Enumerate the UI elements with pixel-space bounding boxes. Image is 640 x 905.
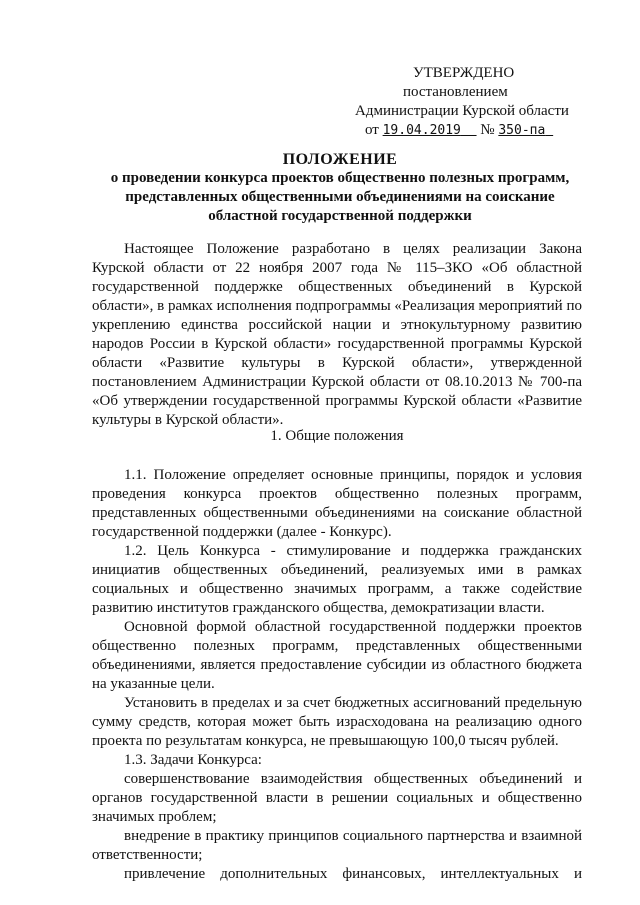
approval-authority: Администрации Курской области	[355, 103, 569, 119]
approval-by: постановлением	[403, 84, 508, 100]
approval-stamp	[355, 64, 595, 140]
section-body	[92, 466, 582, 884]
section-heading: 1. Общие положения	[270, 428, 404, 444]
paragraph-support-form: Основной формой областной государственной поддержки проектов общественно полезных программ, представленных общественными объединениями, является предоставление субсидии из областного бюджета на указанные цели.	[92, 619, 582, 692]
approval-number: 350-па	[498, 123, 546, 138]
intro-paragraph: Настоящее Положение разработано в целях реализации Закона Курской области от 22 ноября 2007 года № 115–ЗКО «Об областной государственной поддержке общественных объединений в Курской области», в рамках исполнения подпрограммы «Реализация мероприятий по укреплению единства российской нации и этнокультурному развитию народов России в Курской области» государственной программы Курской области «Развитие культуры в Курской области», утвержденной постановлением Администрации Курской области от 08.10.2013 № 700-па «Об утверждении государственной программы Курской области «Развитие культуры в Курской области».	[92, 241, 582, 428]
paragraph-1-3: 1.3. Задачи Конкурса:	[124, 752, 262, 768]
task-1: совершенствование взаимодействия общественных объединений и органов государственной власти в решении социальных и общественно значимых проблем;	[92, 771, 582, 825]
document-subtitle: о проведении конкурса проектов общественно полезных программ, представленных общественными объединениями на соискание областной государственной поддержки	[110, 170, 570, 224]
from-label: от	[365, 122, 379, 138]
document-title-block	[95, 150, 585, 226]
intro-section	[92, 240, 582, 430]
number-label: №	[480, 122, 495, 138]
paragraph-limit: Установить в пределах и за счет бюджетных ассигнований предельную сумму средств, которая может быть израсходована на реализацию одного проекта по результатам конкурса, не превышающую 100,0 тысяч рублей.	[92, 695, 582, 749]
paragraph-1-2: 1.2. Цель Конкурса - стимулирование и поддержка гражданских инициатив общественных объединений, реализуемых ими в рамках социальных и общественно значимых программ, а также содействие развитию институтов гражданского общества, демократизации власти.	[92, 543, 582, 616]
document-title: ПОЛОЖЕНИЕ	[282, 151, 398, 168]
approval-date: 19.04.2019	[382, 123, 461, 138]
task-2: внедрение в практику принципов социального партнерства и взаимной ответственности;	[92, 828, 582, 863]
paragraph-1-1: 1.1. Положение определяет основные принципы, порядок и условия проведения конкурса проектов общественно полезных программ, представленных общественными объединениями на соискание областной государственной поддержки (далее - Конкурс).	[92, 467, 582, 540]
task-3: привлечение дополнительных финансовых, интеллектуальных и	[124, 866, 582, 882]
approval-date-number	[355, 121, 595, 140]
approval-title: УТВЕРЖДЕНО	[413, 65, 515, 81]
